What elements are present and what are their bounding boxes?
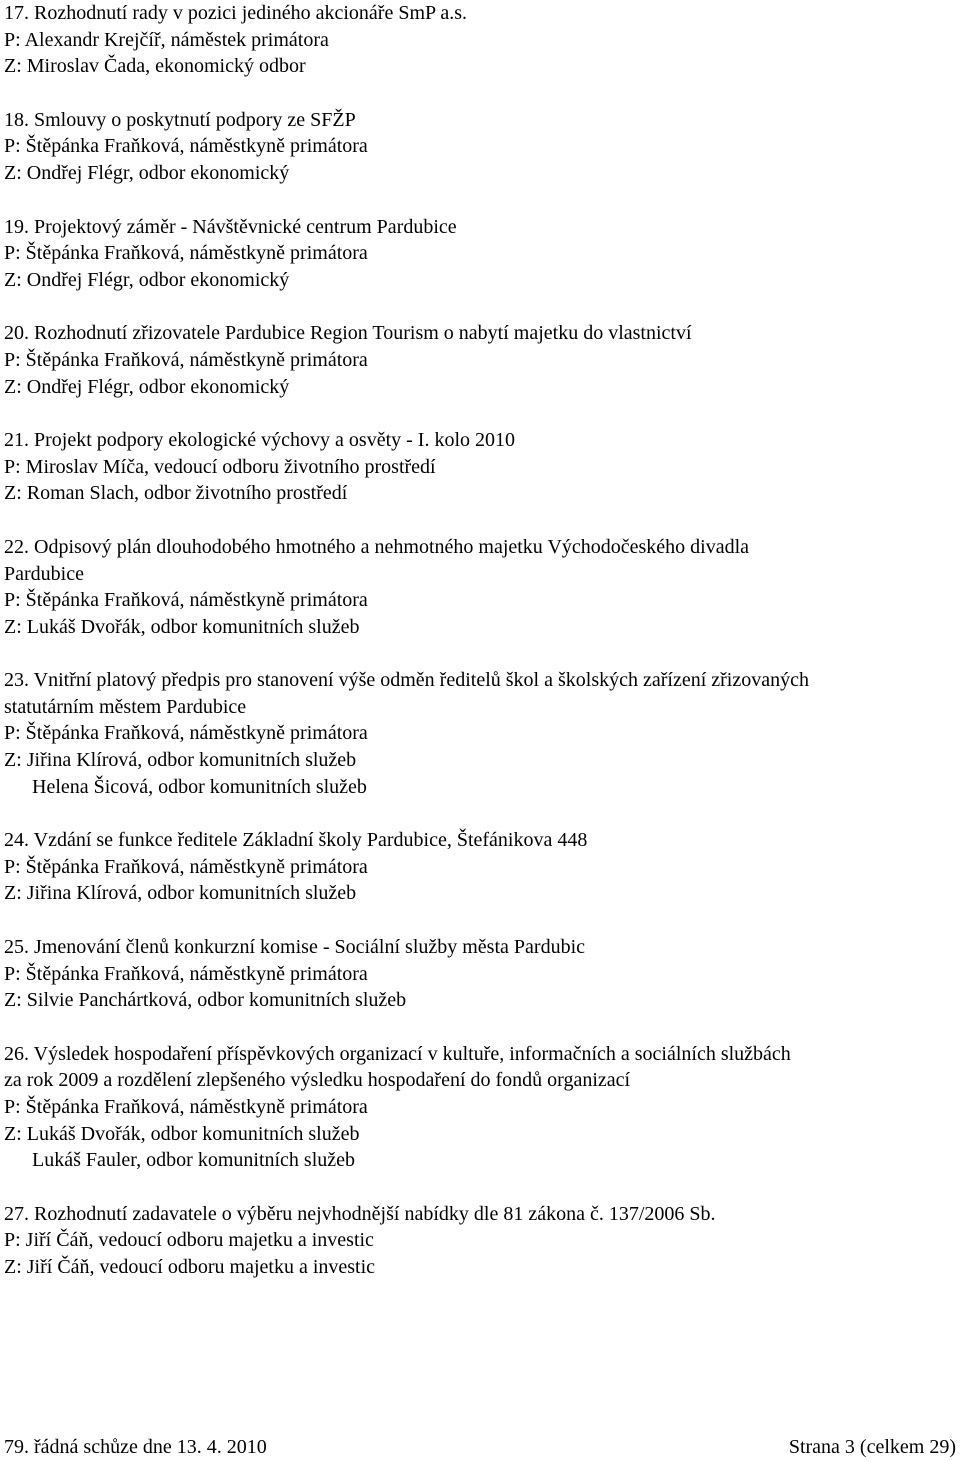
item-presenter: Z: Ondřej Flégr, odbor ekonomický bbox=[4, 268, 290, 291]
item-presenter-additional: Lukáš Fauler, odbor komunitních služeb bbox=[32, 1149, 356, 1172]
item-title: 22. Odpisový plán dlouhodobého hmotného a nehmotného majetku Východočeského divadla bbox=[4, 535, 750, 558]
item-title: 19. Projektový záměr - Návštěvnické centrum Pardubice bbox=[4, 215, 457, 238]
agenda-item-17 bbox=[4, 0, 954, 80]
item-responsible: P: Štěpánka Fraňková, náměstkyně primátora bbox=[4, 1096, 368, 1118]
item-responsible: P: Alexandr Krejčíř, náměstek primátora bbox=[4, 28, 329, 51]
item-responsible: P: Štěpánka Fraňková, náměstkyně primátora bbox=[4, 589, 368, 612]
item-presenter: Z: Lukáš Dvořák, odbor komunitních služeb bbox=[4, 615, 360, 638]
item-responsible: P: Jiří Čáň, vedoucí odboru majetku a investic bbox=[4, 1229, 374, 1252]
agenda-item-25 bbox=[4, 934, 954, 1014]
item-title: 24. Vzdání se funkce ředitele Základní školy Pardubice, Štefánikova 448 bbox=[4, 829, 588, 852]
agenda-item-21 bbox=[4, 427, 954, 507]
item-presenter: Z: Ondřej Flégr, odbor ekonomický bbox=[4, 375, 290, 398]
item-presenter-additional: Helena Šicová, odbor komunitních služeb bbox=[32, 775, 367, 798]
item-title: 20. Rozhodnutí zřizovatele Pardubice Region Tourism o nabytí majetku do vlastnictví bbox=[4, 322, 692, 345]
agenda-item-18 bbox=[4, 107, 954, 187]
item-presenter: Z: Ondřej Flégr, odbor ekonomický bbox=[4, 161, 290, 184]
item-title: 26. Výsledek hospodaření příspěvkových organizací v kultuře, informačních a sociálních službách bbox=[4, 1042, 791, 1065]
item-responsible: P: Štěpánka Fraňková, náměstkyně primátora bbox=[4, 242, 368, 265]
agenda-item-27 bbox=[4, 1201, 954, 1281]
agenda-item-23 bbox=[4, 667, 954, 800]
item-responsible: P: Štěpánka Fraňková, náměstkyně primátora bbox=[4, 348, 368, 371]
agenda-item-22 bbox=[4, 534, 954, 640]
item-presenter: Z: Jiřina Klírová, odbor komunitních služeb bbox=[4, 882, 357, 905]
footer-meeting-date: 79. řádná schůze dne 13. 4. 2010 bbox=[4, 1436, 267, 1458]
document-body bbox=[4, 0, 954, 1308]
item-title-continued: statutárním městem Pardubice bbox=[4, 695, 247, 718]
agenda-item-19 bbox=[4, 214, 954, 294]
item-title-continued: za rok 2009 a rozdělení zlepšeného výsledku hospodaření do fondů organizací bbox=[4, 1069, 631, 1092]
item-title: 21. Projekt podpory ekologické výchovy a osvěty - I. kolo 2010 bbox=[4, 429, 516, 452]
page-footer bbox=[4, 1434, 956, 1460]
item-presenter: Z: Lukáš Dvořák, odbor komunitních služeb bbox=[4, 1122, 360, 1145]
item-title: 23. Vnitřní platový předpis pro stanovení výše odměn ředitelů škol a školských zařízení zřizovaných bbox=[4, 669, 809, 692]
item-responsible: P: Štěpánka Fraňková, náměstkyně primátora bbox=[4, 855, 368, 878]
item-title: 17. Rozhodnutí rady v pozici jediného akcionáře SmP a.s. bbox=[4, 2, 468, 24]
item-title: 18. Smlouvy o poskytnutí podpory ze SFŽP bbox=[4, 108, 356, 131]
agenda-item-20 bbox=[4, 320, 954, 400]
item-title: 25. Jmenování členů konkurzní komise - Sociální služby města Pardubic bbox=[4, 936, 585, 959]
item-presenter: Z: Jiří Čáň, vedoucí odboru majetku a investic bbox=[4, 1255, 376, 1278]
item-responsible: P: Miroslav Míča, vedoucí odboru životního prostředí bbox=[4, 455, 436, 478]
footer-page-number: Strana 3 (celkem 29) bbox=[788, 1436, 956, 1458]
item-responsible: P: Štěpánka Fraňková, náměstkyně primátora bbox=[4, 962, 368, 985]
item-presenter: Z: Roman Slach, odbor životního prostředí bbox=[4, 482, 348, 505]
item-responsible: P: Štěpánka Fraňková, náměstkyně primátora bbox=[4, 135, 368, 158]
item-title-continued: Pardubice bbox=[4, 562, 84, 585]
item-responsible: P: Štěpánka Fraňková, náměstkyně primátora bbox=[4, 722, 368, 745]
agenda-item-24 bbox=[4, 827, 954, 907]
item-presenter: Z: Miroslav Čada, ekonomický odbor bbox=[4, 55, 306, 78]
agenda-item-26 bbox=[4, 1041, 954, 1174]
item-presenter: Z: Jiřina Klírová, odbor komunitních služeb bbox=[4, 749, 357, 772]
item-title: 27. Rozhodnutí zadavatele o výběru nejvhodnější nabídky dle 81 zákona č. 137/2006 Sb. bbox=[4, 1202, 716, 1225]
item-presenter: Z: Silvie Panchártková, odbor komunitních služeb bbox=[4, 989, 407, 1012]
